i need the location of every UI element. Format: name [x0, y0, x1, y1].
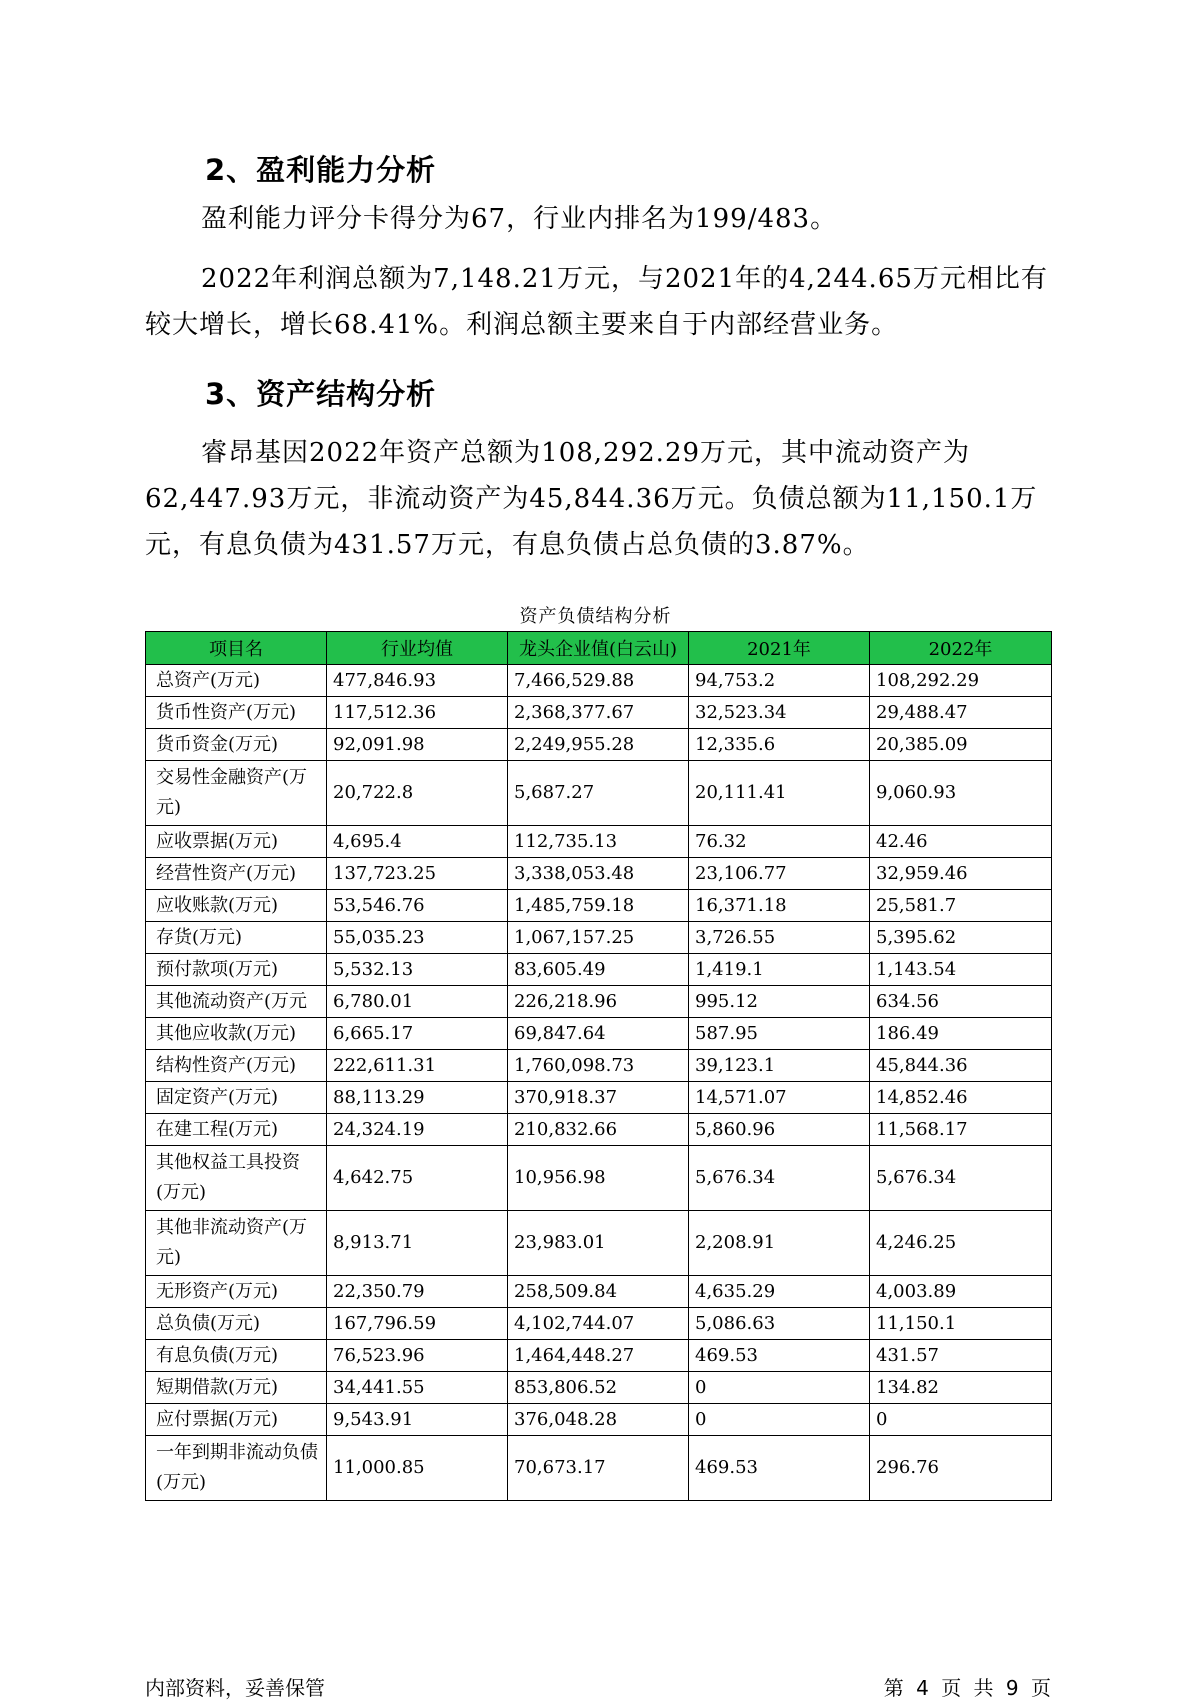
row-label-cell: 预付款项(万元): [146, 954, 327, 986]
value-cell: 5,676.34: [870, 1146, 1052, 1211]
value-cell: 6,780.01: [327, 986, 508, 1018]
row-label-cell: 结构性资产(万元): [146, 1050, 327, 1082]
row-label-cell: 一年到期非流动负债(万元): [146, 1436, 327, 1501]
row-label-cell: 货币性资产(万元): [146, 697, 327, 729]
value-cell: 14,571.07: [689, 1082, 870, 1114]
value-cell: 5,395.62: [870, 922, 1052, 954]
value-cell: 12,335.6: [689, 729, 870, 761]
value-cell: 92,091.98: [327, 729, 508, 761]
value-cell: 477,846.93: [327, 665, 508, 697]
value-cell: 1,760,098.73: [508, 1050, 689, 1082]
value-cell: 32,523.34: [689, 697, 870, 729]
value-cell: 370,918.37: [508, 1082, 689, 1114]
value-cell: 70,673.17: [508, 1436, 689, 1501]
table-row: [146, 1114, 1052, 1146]
value-cell: 23,106.77: [689, 858, 870, 890]
value-cell: 11,000.85: [327, 1436, 508, 1501]
table-row: [146, 1050, 1052, 1082]
value-cell: 469.53: [689, 1340, 870, 1372]
value-cell: 1,464,448.27: [508, 1340, 689, 1372]
value-cell: 4,003.89: [870, 1276, 1052, 1308]
value-cell: 1,067,157.25: [508, 922, 689, 954]
value-cell: 4,102,744.07: [508, 1308, 689, 1340]
value-cell: 2,368,377.67: [508, 697, 689, 729]
value-cell: 0: [689, 1404, 870, 1436]
value-cell: 587.95: [689, 1018, 870, 1050]
value-cell: 32,959.46: [870, 858, 1052, 890]
value-cell: 25,581.7: [870, 890, 1052, 922]
value-cell: 39,123.1: [689, 1050, 870, 1082]
table-row: [146, 1276, 1052, 1308]
value-cell: 1,419.1: [689, 954, 870, 986]
footer-confidential-note: 内部资料，妥善保管: [145, 1676, 325, 1700]
value-cell: 0: [689, 1372, 870, 1404]
table-row: [146, 826, 1052, 858]
value-cell: 3,726.55: [689, 922, 870, 954]
value-cell: 4,695.4: [327, 826, 508, 858]
row-label-cell: 存货(万元): [146, 922, 327, 954]
value-cell: 2,208.91: [689, 1211, 870, 1276]
column-header: 龙头企业值(白云山): [508, 632, 689, 665]
value-cell: 117,512.36: [327, 697, 508, 729]
value-cell: 10,956.98: [508, 1146, 689, 1211]
row-label-cell: 固定资产(万元): [146, 1082, 327, 1114]
value-cell: 34,441.55: [327, 1372, 508, 1404]
value-cell: 45,844.36: [870, 1050, 1052, 1082]
value-cell: 29,488.47: [870, 697, 1052, 729]
row-label-cell: 无形资产(万元): [146, 1276, 327, 1308]
value-cell: 134.82: [870, 1372, 1052, 1404]
table-row: [146, 697, 1052, 729]
table-header-row: [146, 632, 1052, 665]
value-cell: 14,852.46: [870, 1082, 1052, 1114]
value-cell: 9,060.93: [870, 761, 1052, 826]
value-cell: 0: [870, 1404, 1052, 1436]
value-cell: 853,806.52: [508, 1372, 689, 1404]
value-cell: 8,913.71: [327, 1211, 508, 1276]
table-row: [146, 1211, 1052, 1276]
value-cell: 5,676.34: [689, 1146, 870, 1211]
value-cell: 20,385.09: [870, 729, 1052, 761]
row-label-cell: 短期借款(万元): [146, 1372, 327, 1404]
value-cell: 2,249,955.28: [508, 729, 689, 761]
value-cell: 258,509.84: [508, 1276, 689, 1308]
table-row: [146, 761, 1052, 826]
asset-structure-paragraph: 睿昂基因2022年资产总额为108,292.29万元，其中流动资产为62,447.93万元，非流动资产为45,844.36万元。负债总额为11,150.1万元，有息负债为431.57万元，有息负债占总负债的3.87%。: [145, 438, 1038, 560]
table-caption: 资产负债结构分析: [519, 606, 672, 627]
value-cell: 94,753.2: [689, 665, 870, 697]
row-label-cell: 交易性金融资产(万元): [146, 761, 327, 826]
value-cell: 995.12: [689, 986, 870, 1018]
table-row: [146, 1340, 1052, 1372]
row-label-cell: 有息负债(万元): [146, 1340, 327, 1372]
row-label-cell: 其他应收款(万元): [146, 1018, 327, 1050]
value-cell: 4,246.25: [870, 1211, 1052, 1276]
table-row: [146, 1146, 1052, 1211]
column-header: 2022年: [870, 632, 1052, 665]
value-cell: 210,832.66: [508, 1114, 689, 1146]
value-cell: 296.76: [870, 1436, 1052, 1501]
value-cell: 4,635.29: [689, 1276, 870, 1308]
value-cell: 226,218.96: [508, 986, 689, 1018]
value-cell: 11,568.17: [870, 1114, 1052, 1146]
table-row: [146, 1082, 1052, 1114]
footer-page-number: 第 4 页 共 9 页: [883, 1676, 1051, 1700]
value-cell: 431.57: [870, 1340, 1052, 1372]
value-cell: 376,048.28: [508, 1404, 689, 1436]
value-cell: 76,523.96: [327, 1340, 508, 1372]
value-cell: 53,546.76: [327, 890, 508, 922]
value-cell: 5,687.27: [508, 761, 689, 826]
value-cell: 137,723.25: [327, 858, 508, 890]
value-cell: 20,722.8: [327, 761, 508, 826]
value-cell: 55,035.23: [327, 922, 508, 954]
table-row: [146, 922, 1052, 954]
section-heading-asset-structure: 3、资产结构分析: [205, 377, 437, 411]
table-row: [146, 890, 1052, 922]
section-heading-profitability: 2、盈利能力分析: [205, 153, 437, 187]
table-row: [146, 954, 1052, 986]
row-label-cell: 其他流动资产(万元: [146, 986, 327, 1018]
value-cell: 11,150.1: [870, 1308, 1052, 1340]
value-cell: 6,665.17: [327, 1018, 508, 1050]
value-cell: 5,086.63: [689, 1308, 870, 1340]
value-cell: 186.49: [870, 1018, 1052, 1050]
value-cell: 69,847.64: [508, 1018, 689, 1050]
table-row: [146, 1018, 1052, 1050]
row-label-cell: 总负债(万元): [146, 1308, 327, 1340]
row-label-cell: 货币资金(万元): [146, 729, 327, 761]
value-cell: 1,143.54: [870, 954, 1052, 986]
value-cell: 5,532.13: [327, 954, 508, 986]
table-row: [146, 986, 1052, 1018]
table-row: [146, 1308, 1052, 1340]
table-row: [146, 1436, 1052, 1501]
row-label-cell: 经营性资产(万元): [146, 858, 327, 890]
table-row: [146, 665, 1052, 697]
value-cell: 42.46: [870, 826, 1052, 858]
value-cell: 23,983.01: [508, 1211, 689, 1276]
row-label-cell: 其他权益工具投资(万元): [146, 1146, 327, 1211]
value-cell: 7,466,529.88: [508, 665, 689, 697]
row-label-cell: 总资产(万元): [146, 665, 327, 697]
value-cell: 3,338,053.48: [508, 858, 689, 890]
table-row: [146, 729, 1052, 761]
value-cell: 108,292.29: [870, 665, 1052, 697]
column-header: 项目名: [146, 632, 327, 665]
table-row: [146, 1372, 1052, 1404]
value-cell: 22,350.79: [327, 1276, 508, 1308]
value-cell: 24,324.19: [327, 1114, 508, 1146]
value-cell: 634.56: [870, 986, 1052, 1018]
profit-score-paragraph: 盈利能力评分卡得分为67，行业内排名为199/483。: [201, 204, 838, 234]
value-cell: 222,611.31: [327, 1050, 508, 1082]
table-row: [146, 858, 1052, 890]
value-cell: 88,113.29: [327, 1082, 508, 1114]
balance-sheet-table: [145, 631, 1052, 1501]
value-cell: 9,543.91: [327, 1404, 508, 1436]
value-cell: 167,796.59: [327, 1308, 508, 1340]
value-cell: 469.53: [689, 1436, 870, 1501]
row-label-cell: 其他非流动资产(万元): [146, 1211, 327, 1276]
column-header: 2021年: [689, 632, 870, 665]
value-cell: 4,642.75: [327, 1146, 508, 1211]
value-cell: 20,111.41: [689, 761, 870, 826]
row-label-cell: 应收票据(万元): [146, 826, 327, 858]
row-label-cell: 应收账款(万元): [146, 890, 327, 922]
value-cell: 5,860.96: [689, 1114, 870, 1146]
value-cell: 1,485,759.18: [508, 890, 689, 922]
row-label-cell: 在建工程(万元): [146, 1114, 327, 1146]
table-row: [146, 1404, 1052, 1436]
value-cell: 16,371.18: [689, 890, 870, 922]
value-cell: 112,735.13: [508, 826, 689, 858]
row-label-cell: 应付票据(万元): [146, 1404, 327, 1436]
column-header: 行业均值: [327, 632, 508, 665]
profit-growth-paragraph: 2022年利润总额为7,148.21万元，与2021年的4,244.65万元相比有较大增长，增长68.41%。利润总额主要来自于内部经营业务。: [145, 264, 1048, 340]
value-cell: 76.32: [689, 826, 870, 858]
value-cell: 83,605.49: [508, 954, 689, 986]
